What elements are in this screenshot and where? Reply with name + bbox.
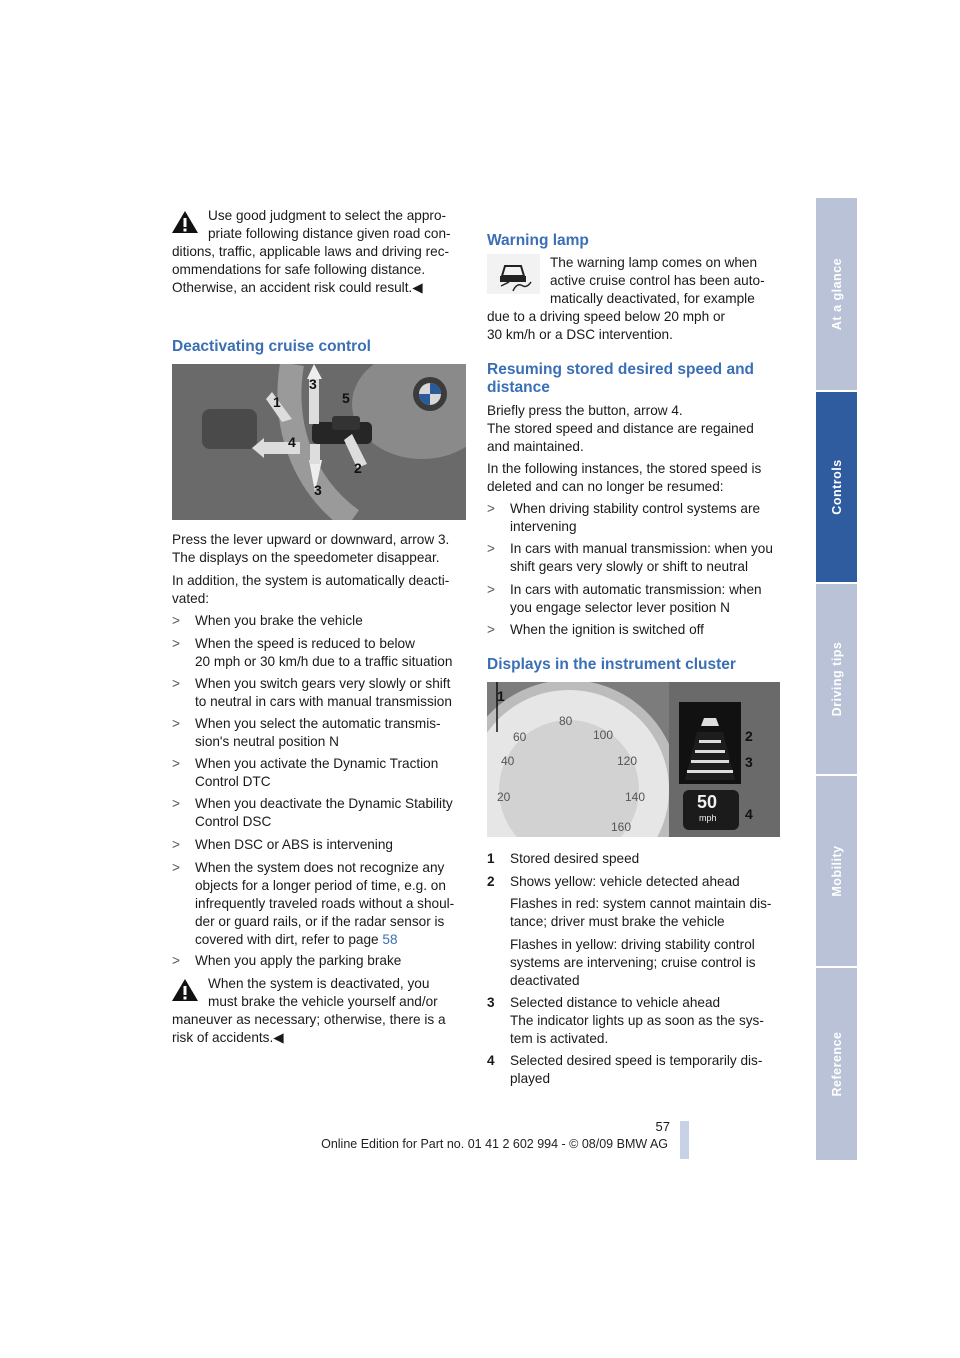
cruise-warning-lamp-icon (487, 254, 540, 294)
warning-triangle-icon (171, 210, 199, 234)
dial-label: 120 (617, 754, 638, 768)
body-text-line: due to a driving speed below 20 mph or (487, 309, 726, 324)
tab-controls[interactable] (816, 392, 857, 582)
body-text-line: Briefly press the button, arrow 4. (487, 403, 683, 418)
instrument-cluster-figure (487, 682, 780, 837)
list-item-text: In cars with automatic transmission: when (510, 582, 762, 597)
list-item-text: Control DTC (195, 774, 271, 789)
body-text-line: The warning lamp comes on when (550, 255, 758, 270)
tab-at-a-glance[interactable] (816, 198, 857, 390)
section-heading: Resuming stored desired speed and (487, 361, 755, 378)
warning-text-line: Otherwise, an accident risk could result.◀ (172, 280, 423, 295)
section-heading: Displays in the instrument cluster (487, 656, 736, 673)
figure-callout: 4 (288, 434, 296, 450)
bullet-marker: > (172, 837, 180, 852)
speed-value: 50 (697, 792, 718, 812)
dial-label: 100 (593, 728, 614, 742)
list-item (172, 755, 472, 791)
list-item-text: sion's neutral position N (195, 734, 339, 749)
page-number-marker (680, 1121, 689, 1159)
body-text-line: In addition, the system is automatically deacti- (172, 573, 450, 588)
list-item-text: When you apply the parking brake (195, 953, 402, 968)
list-item (172, 635, 472, 671)
bullet-marker: > (172, 796, 180, 811)
bullet-marker: > (172, 676, 180, 691)
figure-callout: 2 (354, 460, 362, 476)
dial-label: 20 (497, 790, 511, 804)
list-item (172, 715, 472, 751)
list-item (487, 500, 792, 536)
warning-text-line: maneuver as necessary; otherwise, there is a (172, 1012, 446, 1027)
item-text: Selected distance to vehicle ahead (510, 995, 721, 1010)
list-item-text: When you brake the vehicle (195, 613, 363, 628)
warning-text-line: must brake the vehicle yourself and/or (208, 994, 438, 1009)
item-text: Selected desired speed is temporarily dis- (510, 1053, 763, 1068)
section-heading: distance (487, 379, 550, 396)
figure-callout: 3 (745, 754, 753, 770)
tab-reference[interactable] (816, 968, 857, 1160)
body-text-line: and maintained. (487, 439, 584, 454)
figure-callout: 4 (745, 806, 753, 822)
body-text-line: active cruise control has been auto- (550, 273, 765, 288)
list-item-text: covered with dirt, refer to page 58 (195, 932, 398, 947)
dial-label: 160 (611, 820, 632, 834)
item-subtext: deactivated (510, 973, 580, 988)
tab-mobility[interactable] (816, 776, 857, 966)
list-item-text: When you select the automatic transmis- (195, 716, 441, 731)
figure-callout: 3 (309, 376, 317, 392)
figure-callout: 5 (342, 390, 350, 406)
list-item-text: When the speed is reduced to below (195, 636, 415, 651)
dial-label: 40 (501, 754, 515, 768)
list-item (172, 952, 472, 970)
list-item-text: intervening (510, 519, 577, 534)
list-item-text: infrequently traveled roads without a shoul- (195, 896, 455, 911)
item-number: 4 (487, 1053, 495, 1068)
dial-label: 140 (625, 790, 646, 804)
list-item-text: 20 mph or 30 km/h due to a traffic situation (195, 654, 453, 669)
body-text-line: vated: (172, 591, 210, 606)
body-text-line: 30 km/h or a DSC intervention. (487, 327, 673, 342)
list-item-text: When DSC or ABS is intervening (195, 837, 393, 852)
figure-callout: 2 (745, 728, 753, 744)
body-text-line: Press the lever upward or downward, arrow 3. (172, 532, 450, 547)
list-item (487, 581, 792, 617)
section-heading: Deactivating cruise control (172, 338, 371, 355)
section-heading: Warning lamp (487, 232, 589, 249)
warning-lamp-symbol (487, 254, 540, 294)
dial-label: 80 (559, 714, 573, 728)
tab-label: Mobility (829, 845, 844, 897)
item-text: The indicator lights up as soon as the sys- (510, 1013, 764, 1028)
list-item-text: to neutral in cars with manual transmission (195, 694, 452, 709)
list-item-text: In cars with manual transmission: when you (510, 541, 773, 556)
page-link[interactable]: 58 (382, 932, 398, 947)
bullet-marker: > (172, 716, 180, 731)
body-text-line: deleted and can no longer be resumed: (487, 479, 724, 494)
item-subtext: tance; driver must brake the vehicle (510, 914, 725, 929)
item-text: Stored desired speed (510, 851, 640, 866)
bullet-marker: > (172, 756, 180, 771)
warning-text-line: Use good judgment to select the appro- (208, 208, 447, 223)
bullet-marker: > (487, 501, 495, 516)
list-item-text: Control DSC (195, 814, 272, 829)
numbered-item (487, 873, 792, 891)
warning-text-line: When the system is deactivated, you (208, 976, 430, 991)
body-text-line: In the following instances, the stored speed is (487, 461, 762, 476)
list-item (487, 621, 792, 639)
bullet-marker: > (172, 860, 180, 875)
page-number: 57 (655, 1119, 670, 1134)
warning-text-line: ommendations for safe following distance. (172, 262, 426, 277)
warning-text-line: risk of accidents.◀ (172, 1030, 284, 1045)
item-number: 2 (487, 874, 495, 889)
list-item (172, 612, 472, 630)
item-text: tem is activated. (510, 1031, 609, 1046)
tab-label: Reference (829, 1031, 844, 1097)
list-item-text: When you deactivate the Dynamic Stability (195, 796, 453, 811)
list-item-text: shift gears very slowly or shift to neutral (510, 559, 748, 574)
item-subtext: systems are intervening; cruise control is (510, 955, 756, 970)
numbered-item (487, 994, 792, 1048)
item-text: Shows yellow: vehicle detected ahead (510, 874, 740, 889)
warning-text-line: ditions, traffic, applicable laws and driving rec- (172, 244, 450, 259)
bullet-marker: > (487, 582, 495, 597)
bullet-marker: > (487, 541, 495, 556)
figure-callout: 1 (497, 688, 505, 704)
item-text: played (510, 1071, 551, 1086)
list-item (487, 540, 792, 576)
bullet-marker: > (172, 953, 180, 968)
speed-unit: mph (699, 813, 717, 823)
item-number: 1 (487, 851, 495, 866)
list-item-text: der or guard rails, or if the radar sensor is (195, 914, 445, 929)
item-subtext: Flashes in red: system cannot maintain dis- (510, 896, 772, 911)
list-item-text: When you switch gears very slowly or shift (195, 676, 451, 691)
footer-edition: Online Edition for Part no. 01 41 2 602 994 - © 08/09 BMW AG (321, 1137, 668, 1151)
warning-triangle-icon (171, 978, 199, 1002)
list-item (172, 859, 472, 949)
figure-callout: 1 (273, 394, 281, 410)
numbered-item (487, 1052, 792, 1088)
tab-label: Controls (829, 459, 844, 515)
body-text-line: The displays on the speedometer disappear. (172, 550, 440, 565)
body-text-line: matically deactivated, for example (550, 291, 755, 306)
dial-label: 60 (513, 730, 527, 744)
item-number: 3 (487, 995, 495, 1010)
figure-callout: 3 (314, 482, 322, 498)
tab-label: Driving tips (829, 641, 844, 717)
cruise-lever-figure (172, 364, 466, 520)
list-item-text: you engage selector lever position N (510, 600, 730, 615)
bullet-marker: > (487, 622, 495, 637)
tab-driving-tips[interactable] (816, 584, 857, 774)
bullet-marker: > (172, 636, 180, 651)
list-item-text: When the ignition is switched off (510, 622, 704, 637)
tab-label: At a glance (829, 257, 844, 331)
list-item (172, 795, 472, 831)
list-item-text: When you activate the Dynamic Traction (195, 756, 439, 771)
bullet-marker: > (172, 613, 180, 628)
numbered-item (487, 850, 792, 868)
list-item-text: objects for a longer period of time, e.g. on (195, 878, 446, 893)
list-item (172, 675, 472, 711)
list-item-text: When the system does not recognize any (195, 860, 445, 875)
body-text-line: The stored speed and distance are regained (487, 421, 754, 436)
list-item (172, 836, 472, 854)
warning-text-line: priate following distance given road con- (208, 226, 451, 241)
item-subtext: Flashes in yellow: driving stability control (510, 937, 755, 952)
list-item-text: When driving stability control systems are (510, 501, 761, 516)
